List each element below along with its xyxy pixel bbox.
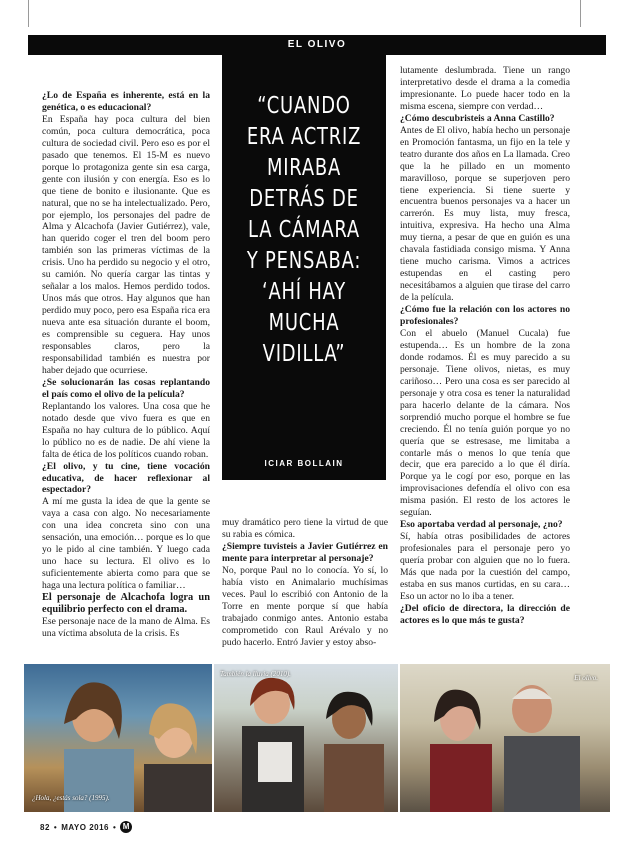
question-heading: El personaje de Alcachofa logra un equilibrio perfecto con el drama. <box>42 592 210 616</box>
film-still-photo-3 <box>400 664 610 812</box>
question-heading: ¿Lo de España es inherente, está en la genética, o es educacional? <box>42 90 210 113</box>
question-heading: ¿Siempre tuvisteis a Javier Gutiérrez en mente para interpretar al personaje? <box>222 540 388 564</box>
photo-3-caption: El olivo. <box>574 674 598 682</box>
pull-quote-author: ICIAR BOLLAIN <box>264 459 344 468</box>
photo-3-figures <box>400 664 610 812</box>
photo-2-caption: También la lluvia (2010). <box>220 670 291 678</box>
photo-2-figures <box>214 664 398 812</box>
question-heading: ¿Cómo descubristeis a Anna Castillo? <box>400 112 555 124</box>
photo-strip <box>24 664 610 812</box>
answer-paragraph: Sí, había otras posibilidades de actores profesionales para el personaje pero yo quería probar con alguien que no lo fuera. Más que nada por la cuestión del campo, estaba en sus manos curtidas, en su cara… Eso un actor no lo iba a tener. <box>400 531 570 602</box>
question-heading: Eso aportaba verdad al personaje, ¿no? <box>400 519 563 531</box>
question-heading: ¿Cómo fue la relación con los actores no profesionales? <box>400 304 570 328</box>
answer-paragraph: A mí me gusta la idea de que la gente se vaya a casa con algo. No necesariamente con una idea concreta sino con una sensación, una emoción… porque es lo que yo le pido al cine también. Y luego cada uno hace su lectura. El olivo es lo suficientemente abierta como para que se haga una lectura política o familiar… <box>42 496 210 592</box>
pull-quote-text: “CUANDO ERA ACTRIZ MIRABA DETRÁS DE LA CÁMARA Y PENSABA: ‘AHÍ HAY MUCHA VIDILLA” <box>246 93 362 367</box>
footer-separator-2: • <box>113 822 117 832</box>
photo-1-figures <box>24 664 212 812</box>
issue-date: MAYO 2016 <box>61 822 110 832</box>
answer-paragraph: En España hay poca cultura del bien común, poca cultura democrática, poca cultura de sociedad civil. Pero eso es por el pasado que tenemos. El 15-M es nuevo porque lo protagoniza gente sin esa carga, gente con ilusión y con energía. Eso es lo que tiene de bonito e ilusionante. Que es natural, que no se ha intelectualizado. Pero, por ejemplo, los personajes del padre de Alma y Alcachofa (Javier Gutiérrez), vale, han querido coger el tren del boom pero también son las primeras víctimas de la crisis. Uno ha perdido su negocio y el otro, su camión. No quería cargar las tintas y señalar a los malos. Hemos perdido todos. Unos más que otros. Hay algunos que han perdido muy poco, pero esa España rica era nueva ante esa situación durante el boom, es comprensible su ceguera. Hay unos responsables claros, pero la responsabilidad también es nuestra por haber dejado que ocurriese. <box>42 113 210 376</box>
footer-separator: • <box>53 822 58 832</box>
answer-paragraph: Replantando los valores. Una cosa que he notado desde que vivo fuera es que en España no hay cultura de lo público. Aquí lo público no es de nadie. De ahí viene la falta de ética de los políticos cuando roban. <box>42 400 210 460</box>
answer-paragraph: Con el abuelo (Manuel Cucala) fue estupenda… Es un hombre de la zona donde rodamos. Él es muy parecido a su personaje. Tiene olivos, nietas, es muy cariñoso… Pero una cosa es ser parecido al personaje y otra cosa es tener la naturalidad para hacerlo delante de la cámara. Nos sorprendió mucho porque el hombre se fue creciendo. Él no tenía guión porque yo no quería que se estresase, me limitaba a contarle más o menos lo que tenía que decir, que era parecido a lo que él diría. Porque ya le cogí por eso, porque en las improvisaciones defendía el olivo con esa misma pasión. El resto de los actores le seguían. <box>400 327 570 519</box>
answer-paragraph: Antes de El olivo, había hecho un personaje en Promoción fantasma, un fijo en la tele y teatro durante dos años en La llamada. Creo que la he pillado en un momento maravilloso, porque se superjoven pero tiene experiencia. Si tiene suerte y encuentra buenos personajes va a hacer un carrerón. Es muy lista, muy fresca, intuitiva, expresiva. Ha hecho una Alma muy tierna, a pesar de que en guión es una chavala fastidiada consigo misma. Y Anna tiene mucho carisma. Vimos a actrices estupendas en el casting pero necesitábamos a alguien que tirase del carro de la película. <box>400 124 570 304</box>
answer-paragraph: muy dramático pero tiene la virtud de que su rabia es cómica. <box>222 517 388 540</box>
question-heading: ¿Del oficio de directora, la dirección de actores es lo que más te gusta? <box>400 602 570 626</box>
answer-paragraph: No, porque Paul no lo conocía. Yo sí, lo había visto en Animalario muchísimas veces. Paul lo escribió con Antonio de la Torre en mente porque sí que había trabajado conmigo antes. Antonio estaba comprometido con Raul Arévalo y no pudo hacerlo. Entró Javier y estoy abso- <box>222 564 388 648</box>
text-column-1 <box>42 90 210 640</box>
text-column-3 <box>400 65 570 627</box>
top-rule-left <box>28 0 29 27</box>
magazine-logo-icon: M <box>120 821 132 833</box>
photo-1-caption: ¿Hola, ¿estás sola? (1995). <box>32 794 110 802</box>
section-title: EL OLIVO <box>287 39 347 50</box>
film-still-photo-1 <box>24 664 212 812</box>
film-still-photo-2 <box>214 664 398 812</box>
question-heading: ¿El olivo, y tu cine, tiene vocación educativa, de hacer reflexionar al espectador? <box>42 460 210 496</box>
answer-paragraph: Ese personaje nace de la mano de Alma. Es una víctima absoluta de la crisis. Es <box>42 616 210 640</box>
top-rule-right <box>580 0 581 27</box>
text-column-2 <box>222 517 388 648</box>
page-number: 82 <box>40 822 50 832</box>
pull-quote <box>222 55 386 480</box>
page-footer <box>40 820 132 834</box>
question-heading: ¿Se solucionarán las cosas replantando el país como el olivo de la película? <box>42 376 210 400</box>
answer-paragraph: lutamente deslumbrada. Tiene un rango interpretativo desde el drama a la comedia impresionante. Lo puede hacer todo en la misma escena, siempre con verdad… <box>400 65 570 112</box>
section-header <box>28 35 606 55</box>
